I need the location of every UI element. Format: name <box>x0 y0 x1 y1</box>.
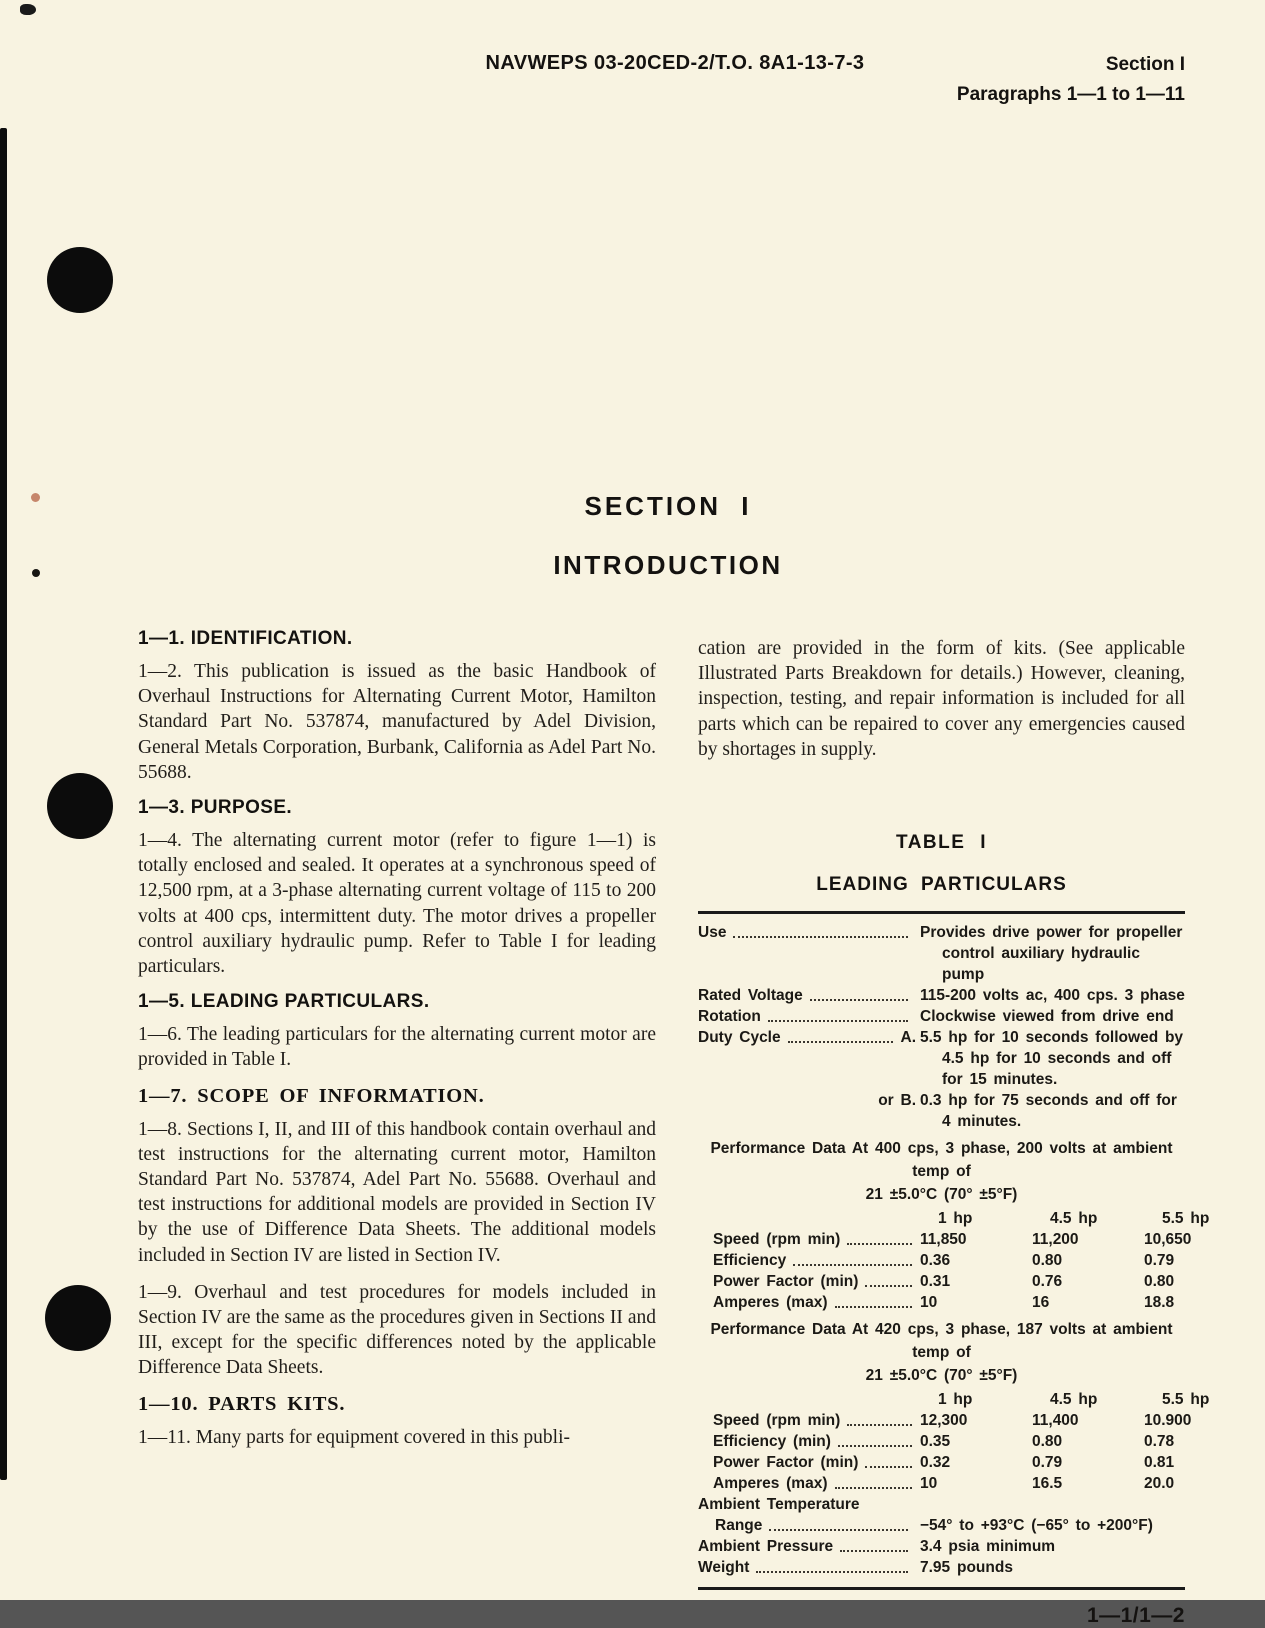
performance-row <box>698 1229 1192 1250</box>
dotted-leader <box>769 1529 908 1531</box>
row-label: Efficiency <box>713 1252 787 1270</box>
table-row <box>698 1515 1185 1536</box>
row-label-suffix: or B. <box>878 1092 916 1110</box>
row-label: Rated Voltage <box>698 987 803 1005</box>
row-value: 0.80 <box>1144 1273 1175 1291</box>
performance-data-heading <box>698 1137 1185 1206</box>
section-heading: 1—7. SCOPE OF INFORMATION. <box>138 1084 485 1107</box>
row-value: 0.3 hp for 75 seconds and off for 4 minutes. <box>920 1092 1177 1131</box>
performance-row <box>698 1452 1185 1473</box>
row-value: 11,200 <box>1032 1231 1079 1249</box>
performance-row <box>698 1271 1185 1292</box>
row-value: 0.81 <box>1144 1454 1175 1472</box>
dotted-leader <box>840 1550 908 1552</box>
row-label: Ambient Pressure <box>698 1538 834 1556</box>
empty-cell <box>698 1208 920 1229</box>
table-row <box>698 1027 1185 1090</box>
row-label-suffix: A. <box>900 1029 916 1047</box>
column-header: 4.5 hp <box>1050 1210 1098 1228</box>
section-title <box>553 491 782 581</box>
row-value: 0.36 <box>920 1252 951 1270</box>
dotted-leader <box>793 1264 912 1266</box>
row-label-cell <box>698 985 916 1006</box>
row-label: Power Factor (min) <box>713 1454 859 1472</box>
row-value: 16.5 <box>1032 1475 1063 1493</box>
dotted-leader <box>810 999 908 1001</box>
section-heading: 1—3. PURPOSE. <box>138 797 293 819</box>
row-label: Power Factor (min) <box>713 1273 859 1291</box>
row-label: Speed (rpm min) <box>713 1412 841 1430</box>
row-label: Amperes (max) <box>713 1475 828 1493</box>
row-value: 0.32 <box>920 1454 951 1472</box>
section-title-line1: SECTION I <box>584 491 752 521</box>
dotted-leader <box>865 1285 912 1287</box>
row-value: 11,400 <box>1032 1412 1079 1430</box>
table-title: TABLE I <box>896 832 987 854</box>
table-row <box>698 1536 1185 1557</box>
leading-particulars-table <box>698 832 1210 1590</box>
performance-header-row <box>698 1389 1210 1410</box>
row-value: 3.4 psia minimum <box>920 1538 1056 1556</box>
row-label-cell <box>698 1557 916 1578</box>
table-row <box>698 1090 1185 1132</box>
column-header: 5.5 hp <box>1162 1391 1210 1409</box>
row-value: 0.31 <box>920 1273 951 1291</box>
performance-heading-line1: Performance Data At 420 cps, 3 phase, 187 volts at ambient temp of <box>710 1321 1173 1362</box>
row-value: 10 <box>920 1294 938 1312</box>
row-label-cell <box>698 1452 920 1473</box>
section-heading: 1—1. IDENTIFICATION. <box>138 628 353 649</box>
dotted-leader <box>788 1041 893 1043</box>
row-value: 0.76 <box>1032 1273 1063 1291</box>
table-row <box>698 922 1185 985</box>
row-value: 10,650 <box>1144 1231 1192 1249</box>
row-label-cell <box>698 1250 920 1271</box>
dotted-leader <box>733 936 908 938</box>
row-label-cell <box>698 1229 920 1250</box>
scan-edge-artifact <box>0 128 7 1480</box>
paragraph: 1—6. The leading particulars for the alternating current motor are provided in Table I. <box>138 1024 656 1071</box>
dotted-leader <box>768 1020 908 1022</box>
header-paragraph-range: Paragraphs 1—1 to 1—11 <box>956 84 1185 105</box>
table-top-rule <box>698 911 1185 914</box>
performance-heading-line1: Performance Data At 400 cps, 3 phase, 200 volts at ambient temp of <box>710 1140 1173 1181</box>
section-heading: 1—5. LEADING PARTICULARS. <box>138 991 430 1013</box>
paragraph: 1—9. Overhaul and test procedures for models included in Section IV are the same as the procedures given in Sections II and III, except for the specific differences noted by the applicable Difference Data Sheets. <box>138 1281 656 1379</box>
performance-row <box>698 1431 1185 1452</box>
dotted-leader <box>756 1571 908 1573</box>
row-label-cell <box>698 1027 916 1048</box>
doc-number: NAVWEPS 03-20CED-2/T.O. 8A1-13-7-3 <box>485 52 865 74</box>
column-header: 1 hp <box>938 1210 973 1228</box>
performance-heading-line2: 21 ±5.0°C (70° ±5°F) <box>865 1186 1018 1204</box>
dotted-leader <box>835 1306 913 1308</box>
paragraph: 1—8. Sections I, II, and III of this handbook contain overhaul and test instructions for the alternating current motor, Hamilton Standard Part No. 537874, Adel Part No. 55688. Overhaul and test instructions for additional models are provided in Section IV by the use of Difference Data Sheets. The additional models included in Section IV are listed in Section IV. <box>138 1118 656 1266</box>
row-label: Efficiency (min) <box>713 1433 831 1451</box>
row-value: −54° to +93°C (−65° to +200°F) <box>920 1517 1153 1535</box>
row-value: 0.79 <box>1032 1454 1063 1472</box>
row-label-cell <box>698 1473 920 1494</box>
row-value: 7.95 pounds <box>920 1559 1013 1577</box>
dotted-leader <box>835 1487 913 1489</box>
section-title-line2: INTRODUCTION <box>553 550 783 580</box>
paragraph: 1—11. Many parts for equipment covered in this publi- <box>138 1426 570 1448</box>
row-value: 10 <box>920 1475 938 1493</box>
row-value: 5.5 hp for 10 seconds followed by 4.5 hp for 10 seconds and off for 15 minutes. <box>920 1029 1184 1089</box>
dotted-leader <box>865 1466 912 1468</box>
row-label-cell <box>698 1431 920 1452</box>
scan-speck <box>31 493 40 502</box>
row-value: Clockwise viewed from drive end <box>920 1008 1174 1026</box>
row-label-cell <box>698 922 916 943</box>
row-value: 0.78 <box>1144 1433 1175 1451</box>
row-label: Duty Cycle <box>698 1029 781 1047</box>
hole-punch <box>47 247 113 313</box>
hole-punch <box>45 1285 111 1351</box>
performance-row <box>698 1410 1192 1431</box>
paragraph: 1—2. This publication is issued as the basic Handbook of Overhaul Instructions for Alternating Current Motor, Hamilton Standard Part No. 537874, manufactured by Adel Division, General Metals Corporation, Burbank, California as Adel Part No. 55688. <box>138 661 656 783</box>
row-label: Weight <box>698 1559 750 1577</box>
row-label-cell <box>698 1515 916 1536</box>
row-value: 0.80 <box>1032 1433 1063 1451</box>
row-value: 0.80 <box>1032 1252 1063 1270</box>
performance-data-heading <box>698 1318 1185 1387</box>
row-label-cell <box>698 1494 916 1515</box>
paragraph: cation are provided in the form of kits. (See applicable Illustrated Parts Breakdown for details.) However, cleaning, inspection, testing, and repair information is included for all parts which can be repaired to cover any emergencies caused by shortages in supply. <box>698 638 1185 760</box>
performance-heading-line2: 21 ±5.0°C (70° ±5°F) <box>865 1367 1018 1385</box>
row-value: 0.35 <box>920 1433 951 1451</box>
table-row <box>698 1494 1185 1515</box>
table-row <box>698 1557 1185 1578</box>
performance-row <box>698 1473 1185 1494</box>
dotted-leader <box>847 1424 912 1426</box>
row-value: 10.900 <box>1144 1412 1192 1430</box>
table-row <box>698 985 1185 1006</box>
row-label-cell <box>698 1292 920 1313</box>
row-label-cell <box>698 1271 920 1292</box>
row-value: 115-200 volts ac, 400 cps. 3 phase <box>920 987 1185 1005</box>
dotted-leader <box>838 1445 912 1447</box>
column-header: 1 hp <box>938 1391 973 1409</box>
row-label: Amperes (max) <box>713 1294 828 1312</box>
page-number: 1—1/1—2 <box>1086 1604 1185 1628</box>
scan-speck <box>20 4 36 15</box>
row-label-cell <box>698 1006 916 1027</box>
row-label: Rotation <box>698 1008 761 1026</box>
scan-speck <box>32 569 40 577</box>
header-section-label: Section I <box>1105 54 1185 75</box>
row-value: 12,300 <box>920 1412 968 1430</box>
column-header: 4.5 hp <box>1050 1391 1098 1409</box>
row-value: 18.8 <box>1144 1294 1175 1312</box>
table-subtitle: LEADING PARTICULARS <box>816 874 1067 896</box>
row-value: 0.79 <box>1144 1252 1175 1270</box>
performance-row <box>698 1250 1185 1271</box>
right-column <box>698 620 1210 1628</box>
column-header: 5.5 hp <box>1162 1210 1210 1228</box>
table-body <box>698 922 1210 1578</box>
paragraph: 1—4. The alternating current motor (refer to figure 1—1) is totally enclosed and sealed. It operates at a synchronous speed of 12,500 rpm, at a 3-phase alternating current voltage of 115 to 200 volts at 400 cps, intermittent duty. The motor drives a propeller control auxiliary hydraulic pump. Refer to Table I for leading particulars. <box>138 830 656 978</box>
table-row <box>698 1006 1185 1027</box>
row-label-cell <box>698 1410 920 1431</box>
row-label: Speed (rpm min) <box>713 1231 841 1249</box>
row-value: 16 <box>1032 1294 1050 1312</box>
row-value: 20.0 <box>1144 1475 1175 1493</box>
empty-cell <box>698 1389 920 1410</box>
performance-row <box>698 1292 1185 1313</box>
left-column <box>138 620 656 1462</box>
section-heading: 1—10. PARTS KITS. <box>138 1392 346 1415</box>
row-label: Use <box>698 924 727 942</box>
row-value: 11,850 <box>920 1231 967 1249</box>
hole-punch <box>47 773 113 839</box>
header-right <box>957 50 1185 110</box>
table-bottom-rule <box>698 1587 1185 1590</box>
row-label: Range <box>715 1517 763 1535</box>
row-label-cell <box>698 1090 916 1111</box>
dotted-leader <box>847 1243 912 1245</box>
row-value: Provides drive power for propeller control auxiliary hydraulic pump <box>920 924 1183 984</box>
performance-header-row <box>698 1208 1210 1229</box>
row-label-cell <box>698 1536 916 1557</box>
row-label: Ambient Temperature <box>698 1496 860 1514</box>
